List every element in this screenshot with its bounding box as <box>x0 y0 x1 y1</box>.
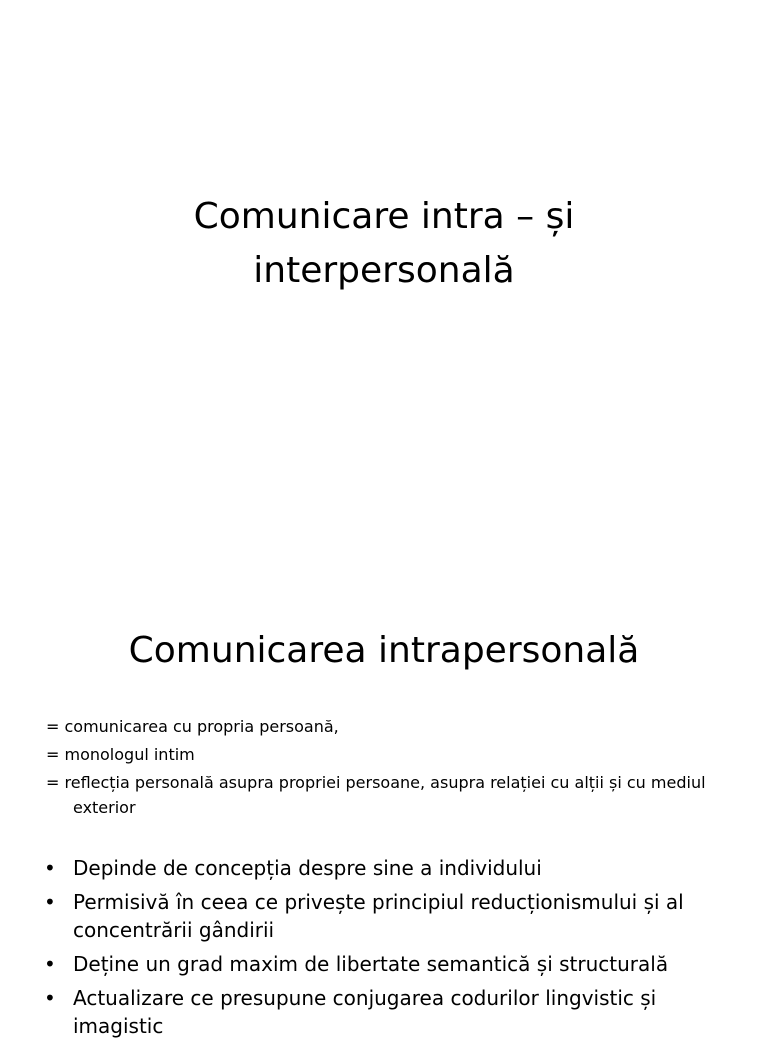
definition-item: = monologul intim <box>46 745 195 764</box>
bullet-dot-icon: • <box>44 952 56 976</box>
bullet-dot-icon: • <box>44 890 56 914</box>
definition-item: = comunicarea cu propria persoană, <box>46 717 339 736</box>
bullet-dot-icon: • <box>44 986 56 1010</box>
definition-list <box>46 714 726 823</box>
bullet-text: Deține un grad maxim de libertate semantică și structurală <box>73 952 669 976</box>
bullet-item <box>44 984 744 1040</box>
slide-2 <box>0 512 768 1038</box>
bullet-item <box>44 888 744 944</box>
bullet-list <box>44 854 744 1046</box>
bullet-item <box>44 854 744 882</box>
slide-1 <box>0 0 768 512</box>
slide-1-title-line-1: Comunicare intra – și <box>193 196 575 237</box>
bullet-dot-icon: • <box>44 856 56 880</box>
bullet-item <box>44 950 744 978</box>
slide-1-title-line-2: interpersonală <box>253 250 515 291</box>
slide-2-title: Comunicarea intrapersonală <box>128 630 640 671</box>
bullet-text: Permisivă în ceea ce privește principiul reducționismului și al concentrării gândirii <box>73 890 684 942</box>
bullet-text: Depinde de concepția despre sine a individului <box>73 856 542 880</box>
definition-item: = reflecția personală asupra propriei persoane, asupra relației cu alții și cu mediul exterior <box>46 773 706 817</box>
slide-1-title <box>0 190 768 298</box>
bullet-text: Actualizare ce presupune conjugarea codurilor lingvistic și imagistic <box>73 986 657 1038</box>
